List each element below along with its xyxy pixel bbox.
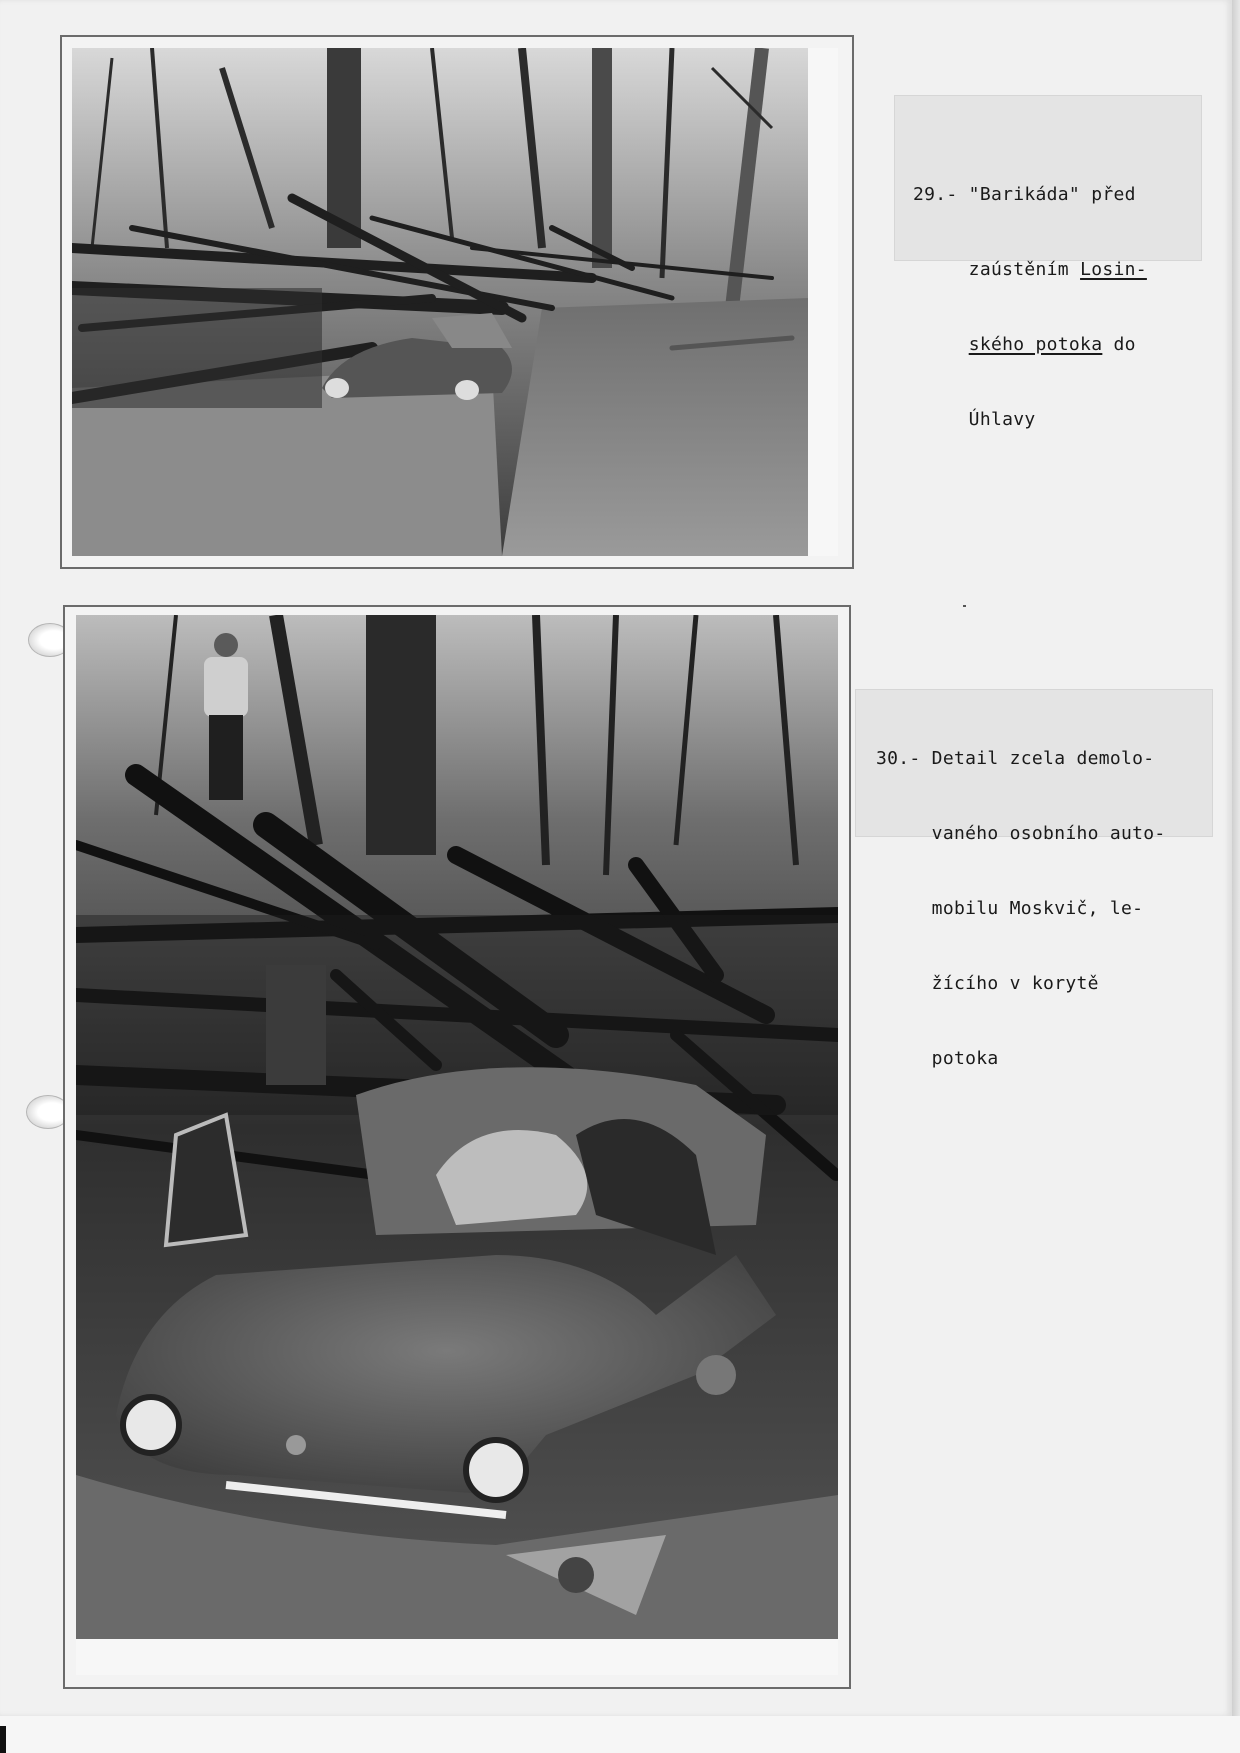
caption-line bbox=[876, 821, 1166, 846]
caption-text bbox=[876, 696, 1166, 1121]
caption-line bbox=[913, 257, 1147, 282]
flood-debris-barricade-photo-icon bbox=[72, 48, 808, 556]
caption-line-text: mobilu Moskvič, le- bbox=[876, 898, 1144, 919]
photo-30 bbox=[76, 615, 838, 1675]
photo-29 bbox=[72, 48, 838, 556]
caption-line-text: Úhlavy bbox=[913, 409, 1036, 430]
caption-line-text bbox=[913, 334, 969, 355]
caption-text bbox=[913, 132, 1147, 482]
caption-line-text: potoka bbox=[876, 1048, 999, 1069]
caption-line-text: žícího v korytě bbox=[876, 973, 1099, 994]
caption-line bbox=[913, 332, 1147, 357]
caption-line-text: vaného osobního auto- bbox=[876, 823, 1166, 844]
caption-underlined-text: ského potoka bbox=[968, 334, 1103, 355]
caption-30 bbox=[856, 690, 1212, 1069]
caption-line-text: zaústěním bbox=[913, 259, 1081, 280]
caption-line bbox=[913, 182, 1147, 207]
caption-line-text: 30.- Detail zcela demolo- bbox=[876, 748, 1155, 769]
caption-line bbox=[876, 971, 1166, 996]
caption-line bbox=[913, 407, 1147, 432]
page-edge bbox=[1232, 0, 1240, 1716]
caption-underlined-text: Losin- bbox=[1080, 259, 1147, 280]
wrecked-car-photo-icon bbox=[76, 615, 838, 1639]
caption-line-text: 29.- "Barikáda" před bbox=[913, 184, 1136, 205]
caption-29 bbox=[895, 96, 1201, 430]
caption-line-text: do bbox=[1102, 334, 1136, 355]
caption-line bbox=[876, 1046, 1166, 1071]
caption-line bbox=[876, 746, 1166, 771]
scan-bottom-edge bbox=[0, 1716, 1240, 1753]
dust-speck bbox=[963, 605, 966, 607]
caption-line bbox=[876, 896, 1166, 921]
